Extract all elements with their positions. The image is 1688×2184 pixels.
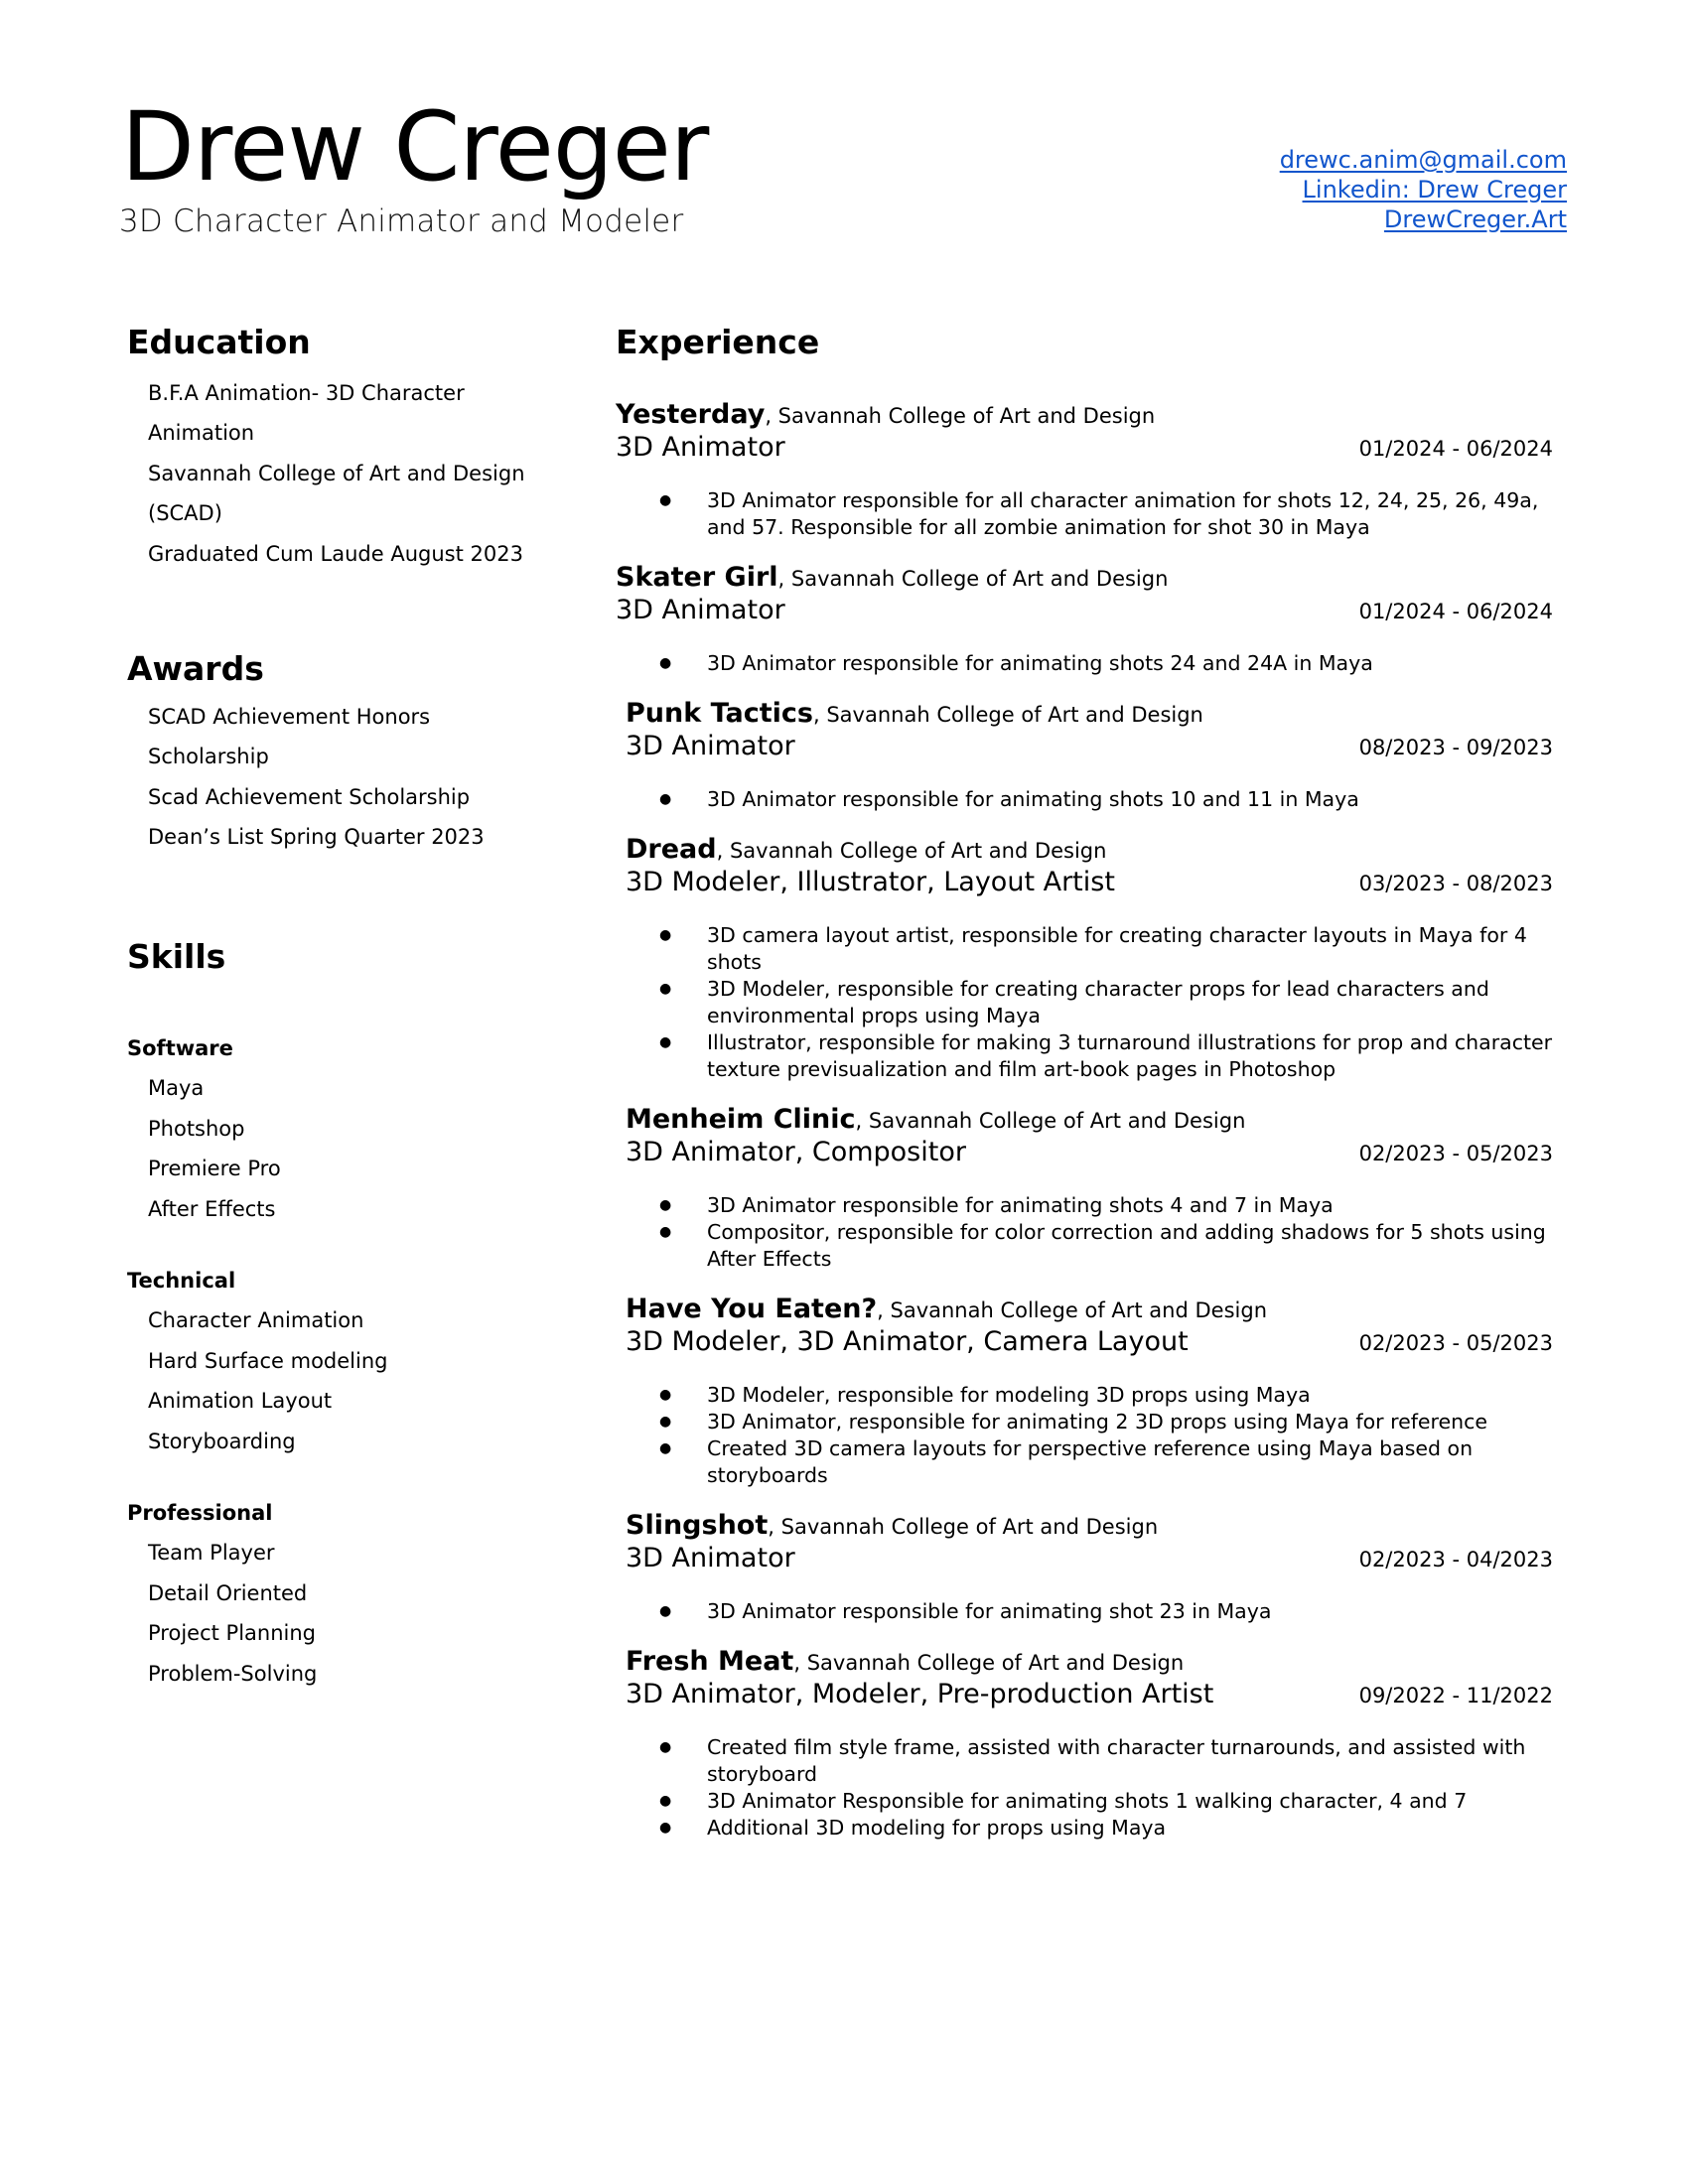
job-bullets	[626, 922, 1559, 1083]
job-role-row	[626, 866, 1559, 900]
job-role: 3D Animator	[626, 1542, 795, 1573]
job-bullet: ● Compositor, responsible for color correction and adding shadows for 5 shots using After Effects	[707, 1219, 1559, 1273]
job-role: 3D Animator	[616, 594, 785, 625]
skill-item: Animation Layout	[148, 1389, 333, 1414]
job-role-row	[626, 730, 1559, 764]
awards-title: Awards	[127, 649, 264, 689]
job-bullet: ● 3D Animator, responsible for animating 2 3D props using Maya for reference	[707, 1409, 1559, 1435]
job-role: 3D Animator, Modeler, Pre-production Artist	[626, 1678, 1214, 1709]
linkedin-link[interactable]: Linkedin: Drew Creger	[1302, 176, 1567, 204]
candidate-tagline: 3D Character Animator and Modeler	[119, 204, 684, 239]
education-item: B.F.A Animation- 3D Character	[148, 380, 465, 405]
education-title: Education	[127, 323, 311, 361]
education-section	[127, 323, 564, 574]
award-item: Scholarship	[148, 745, 269, 769]
skills-group-technical-title: Technical	[127, 1269, 236, 1294]
email-link[interactable]: drewc.anim@gmail.com	[1279, 146, 1567, 174]
project-name: Fresh Meat	[626, 1645, 794, 1677]
project-name: Have You Eaten?	[626, 1293, 878, 1324]
job-heading	[626, 699, 1559, 730]
job-bullet: ● 3D Animator responsible for all character animation for shots 12, 24, 25, 26, 49a, and 57. Responsible for all zombie animation for shot 30 in Maya	[707, 487, 1559, 541]
skills-group-software-title: Software	[127, 1036, 233, 1061]
job-dates: 02/2023 - 05/2023	[1358, 1141, 1553, 1165]
skill-item: Premiere Pro	[148, 1157, 281, 1181]
job-bullet: ● Illustrator, responsible for making 3 turnaround illustrations for prop and character texture previsualization and film art-book pages in Photoshop	[707, 1029, 1559, 1083]
job-heading	[626, 1105, 1559, 1136]
skill-item: Character Animation	[148, 1308, 364, 1333]
job-heading	[626, 1295, 1559, 1325]
job-bullet: ● 3D Animator responsible for animating shot 23 in Maya	[707, 1598, 1559, 1625]
award-item: Scad Achievement Scholarship	[148, 784, 471, 809]
job-bullets	[626, 786, 1559, 813]
job-bullets	[616, 487, 1559, 541]
job-role-row	[626, 1542, 1559, 1576]
skill-item: Project Planning	[148, 1621, 316, 1646]
website-link[interactable]: DrewCreger.Art	[1383, 205, 1567, 233]
job-role: 3D Animator	[616, 431, 785, 463]
job-entry-fresh-meat	[616, 1647, 1559, 1842]
job-entry-punk-tactics	[616, 699, 1559, 813]
job-bullet: ● 3D Animator Responsible for animating shots 1 walking character, 4 and 7	[707, 1788, 1559, 1815]
job-bullets	[616, 650, 1559, 677]
left-column	[127, 323, 564, 1694]
skill-item: Problem-Solving	[148, 1661, 318, 1686]
education-list	[127, 373, 564, 575]
job-bullets	[626, 1734, 1559, 1842]
job-bullet: ● 3D Animator responsible for animating shots 10 and 11 in Maya	[707, 786, 1559, 813]
job-role: 3D Animator, Compositor	[626, 1136, 966, 1167]
skill-item: Hard Surface modeling	[148, 1348, 388, 1373]
job-bullet: ● 3D Modeler, responsible for modeling 3D props using Maya	[707, 1382, 1559, 1409]
job-heading	[616, 563, 1559, 594]
skills-section	[127, 937, 564, 1695]
skill-item: After Effects	[148, 1196, 276, 1221]
job-bullet: ● Created film style frame, assisted with character turnarounds, and assisted with storyboard	[707, 1734, 1559, 1788]
project-name: Dread	[626, 833, 717, 865]
job-entry-menheim-clinic	[616, 1105, 1559, 1273]
education-item: (SCAD)	[148, 501, 222, 526]
job-role-row	[626, 1678, 1559, 1712]
job-role-row	[616, 431, 1559, 466]
job-entry-have-you-eaten	[616, 1295, 1559, 1489]
job-bullets	[626, 1192, 1559, 1273]
job-dates: 02/2023 - 04/2023	[1358, 1547, 1553, 1571]
job-role-row	[616, 594, 1559, 628]
skills-title: Skills	[127, 936, 226, 976]
job-entry-skater-girl	[616, 563, 1559, 677]
job-bullet: ● 3D Modeler, responsible for creating character props for lead characters and environmental props using Maya	[707, 976, 1559, 1029]
experience-section	[616, 323, 1559, 1842]
job-entry-slingshot	[616, 1511, 1559, 1625]
job-bullets	[626, 1598, 1559, 1625]
contact-links	[1280, 145, 1567, 234]
organization: , Savannah College of Art and Design	[813, 702, 1203, 727]
organization: , Savannah College of Art and Design	[716, 838, 1107, 863]
job-dates: 01/2024 - 06/2024	[1358, 599, 1553, 623]
job-bullet: ● Additional 3D modeling for props using Maya	[707, 1815, 1559, 1842]
awards-list	[127, 697, 564, 858]
skill-item: Storyboarding	[148, 1429, 296, 1453]
job-entry-yesterday	[616, 400, 1559, 541]
project-name: Yesterday	[616, 398, 766, 430]
project-name: Slingshot	[626, 1509, 769, 1541]
organization: , Savannah College of Art and Design	[855, 1108, 1246, 1133]
job-heading	[626, 835, 1559, 866]
job-heading	[626, 1511, 1559, 1542]
award-item: SCAD Achievement Honors	[148, 704, 431, 729]
job-dates: 09/2022 - 11/2022	[1358, 1683, 1553, 1707]
award-item: Dean’s List Spring Quarter 2023	[148, 825, 485, 850]
project-name: Menheim Clinic	[626, 1103, 856, 1135]
job-heading	[616, 400, 1559, 431]
job-dates: 01/2024 - 06/2024	[1358, 436, 1553, 461]
education-item: Graduated Cum Laude August 2023	[148, 541, 523, 566]
project-name: Skater Girl	[616, 561, 778, 593]
job-bullet: ● 3D camera layout artist, responsible for creating character layouts in Maya for 4 shots	[707, 922, 1559, 976]
organization: , Savannah College of Art and Design	[793, 1650, 1185, 1675]
job-bullet: ● 3D Animator responsible for animating shots 24 and 24A in Maya	[707, 650, 1559, 677]
job-bullet: ● 3D Animator responsible for animating shots 4 and 7 in Maya	[707, 1192, 1559, 1219]
job-bullet: ● Created 3D camera layouts for perspective reference using Maya based on storyboards	[707, 1435, 1559, 1489]
job-role: 3D Modeler, 3D Animator, Camera Layout	[626, 1325, 1189, 1357]
skill-item: Photshop	[148, 1116, 245, 1141]
skills-group-professional-title: Professional	[127, 1501, 273, 1526]
job-heading	[626, 1647, 1559, 1678]
job-role: 3D Modeler, Illustrator, Layout Artist	[626, 866, 1115, 897]
job-dates: 08/2023 - 09/2023	[1358, 735, 1553, 759]
job-entry-dread	[616, 835, 1559, 1083]
job-role: 3D Animator	[626, 730, 795, 761]
project-name: Punk Tactics	[626, 697, 813, 729]
job-dates: 03/2023 - 08/2023	[1358, 871, 1553, 895]
job-bullets	[626, 1382, 1559, 1489]
experience-title: Experience	[616, 323, 820, 361]
education-item: Savannah College of Art and Design	[148, 461, 525, 485]
job-dates: 02/2023 - 05/2023	[1358, 1330, 1553, 1355]
job-role-row	[626, 1136, 1559, 1170]
organization: , Savannah College of Art and Design	[768, 1514, 1159, 1539]
organization: , Savannah College of Art and Design	[765, 403, 1156, 428]
skill-item: Detail Oriented	[148, 1580, 308, 1605]
organization: , Savannah College of Art and Design	[777, 566, 1169, 591]
awards-section	[127, 649, 564, 858]
skill-item: Maya	[148, 1076, 205, 1101]
skill-item: Team Player	[148, 1541, 275, 1566]
organization: , Savannah College of Art and Design	[877, 1297, 1267, 1322]
candidate-name: Drew Creger	[121, 91, 709, 203]
job-role-row	[626, 1325, 1559, 1360]
education-item: Animation	[148, 421, 255, 446]
